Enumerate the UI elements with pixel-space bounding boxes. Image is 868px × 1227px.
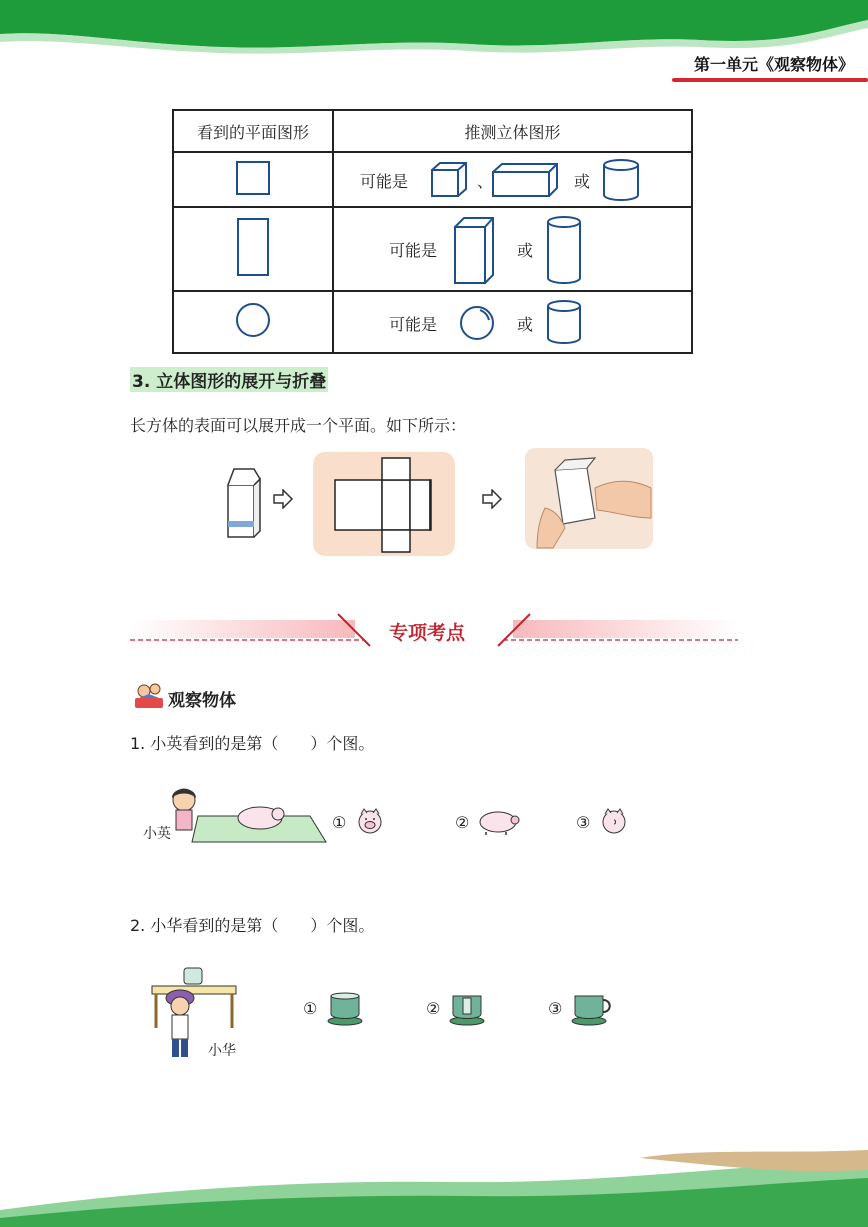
cuboid-icon [490, 160, 560, 200]
hands-folding-carton-icon [525, 448, 653, 549]
maybe-label: 可能是 [389, 315, 438, 334]
milk-carton-icon [222, 465, 262, 541]
table-row [173, 152, 692, 207]
cylinder-icon [545, 298, 583, 346]
or-label: 或 [517, 241, 534, 260]
table-row [173, 291, 692, 353]
cup-view-icon [326, 990, 368, 1026]
cylinder-icon [601, 157, 641, 203]
reading-kids-icon [133, 680, 165, 712]
rectangle-icon [233, 215, 273, 279]
circle-icon [233, 300, 273, 340]
folding-hands-photo [525, 448, 653, 549]
cup-view-icon [448, 990, 490, 1026]
pig-front-view-icon [354, 806, 386, 836]
square-icon [233, 158, 273, 198]
sphere-icon [458, 304, 496, 342]
question-1: 1. 小英看到的是第（ ）个图。 [130, 734, 375, 753]
pig-side-view-icon [476, 806, 522, 836]
name-label-xiaohua: 小华 [208, 1043, 236, 1059]
cup-view-icon [570, 990, 616, 1026]
or-label: 或 [574, 172, 591, 191]
header-seen-shape: 看到的平面图形 [173, 110, 333, 152]
cube-icon [429, 160, 469, 200]
section-title: 3. 立体图形的展开与折叠 [130, 367, 328, 392]
header-inferred-solid: 推测立体图形 [333, 110, 692, 152]
separator-mark: 、 [477, 172, 494, 191]
question-2: 2. 小华看到的是第（ ）个图。 [130, 916, 375, 935]
observe-title: 观察物体 [168, 691, 236, 711]
unit-title: 第一单元《观察物体》 [693, 55, 854, 74]
option-number: ③ [548, 999, 563, 1018]
maybe-label: 可能是 [389, 241, 438, 260]
shape-inference-table [172, 109, 693, 354]
option-number: ③ [576, 813, 591, 832]
or-label: 或 [517, 315, 534, 334]
table-row [173, 207, 692, 291]
tall-cuboid-icon [452, 215, 496, 287]
arrow-right-icon [272, 489, 294, 509]
cuboid-net-icon [313, 452, 455, 556]
girl-looking-at-pig-icon [160, 782, 332, 844]
banner-title: 专项考点 [389, 622, 466, 644]
maybe-label: 可能是 [360, 172, 409, 191]
footer-grass-wave [0, 1150, 868, 1227]
option-number: ② [426, 999, 441, 1018]
option-number: ① [303, 999, 318, 1018]
unit-title-underline [672, 78, 868, 82]
arrow-right-icon [481, 489, 503, 509]
option-number: ② [455, 813, 470, 832]
name-label-xiaoying: 小英 [143, 826, 171, 842]
unfolded-net-panel [313, 452, 455, 556]
option-number: ① [332, 813, 347, 832]
tall-cylinder-icon [545, 214, 583, 286]
section-description: 长方体的表面可以展开成一个平面。如下所示： [130, 416, 467, 435]
pig-back-view-icon [598, 806, 630, 836]
